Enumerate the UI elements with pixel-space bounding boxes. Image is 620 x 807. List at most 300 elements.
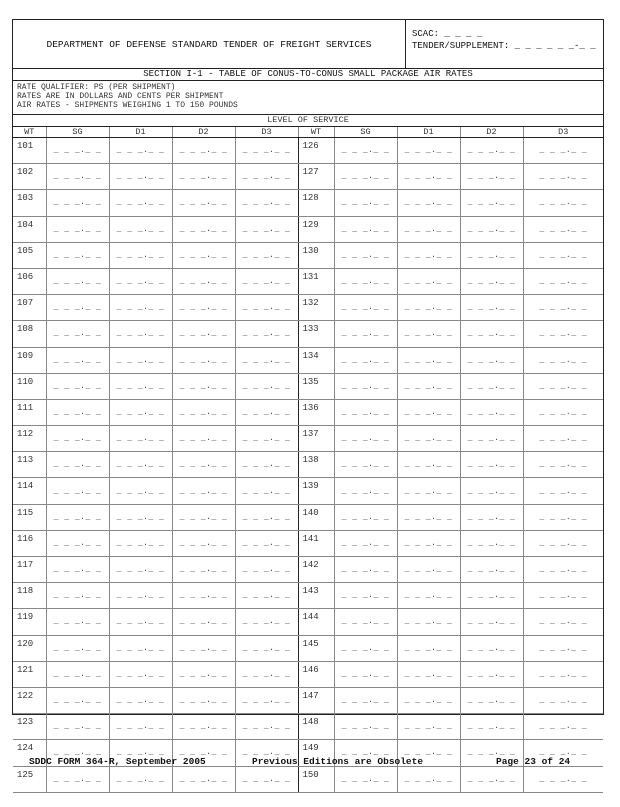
rate-cell[interactable] xyxy=(460,766,523,792)
rate-cell[interactable] xyxy=(109,426,172,452)
rate-cell[interactable] xyxy=(397,452,460,478)
rate-cell[interactable] xyxy=(172,347,235,373)
rate-cell[interactable] xyxy=(172,399,235,425)
rate-cell[interactable] xyxy=(460,635,523,661)
rate-placeholder: _ _ _._ _ xyxy=(539,355,588,365)
rate-placeholder: _ _ _._ _ xyxy=(53,774,102,784)
weight-cell: 148 xyxy=(298,714,334,740)
rate-cell[interactable] xyxy=(397,426,460,452)
rate-cell[interactable] xyxy=(46,164,109,190)
column-header-wt: WT xyxy=(13,127,46,138)
rate-placeholder: _ _ _._ _ xyxy=(242,565,291,575)
rate-placeholder: _ _ _._ _ xyxy=(467,146,516,156)
rate-cell[interactable] xyxy=(109,687,172,713)
rate-placeholder: _ _ _._ _ xyxy=(467,277,516,287)
rate-placeholder: _ _ _._ _ xyxy=(539,250,588,260)
rate-placeholder: _ _ _._ _ xyxy=(242,250,291,260)
rate-cell[interactable] xyxy=(46,609,109,635)
rate-cell[interactable] xyxy=(235,216,298,242)
rate-cell[interactable] xyxy=(109,452,172,478)
rate-cell[interactable] xyxy=(334,766,397,792)
weight-cell: 105 xyxy=(13,242,46,268)
rate-cell[interactable] xyxy=(172,766,235,792)
scac-field[interactable]: _ _ _ _ xyxy=(444,29,483,39)
rate-cell[interactable] xyxy=(460,687,523,713)
rate-cell[interactable] xyxy=(334,478,397,504)
rate-cell[interactable] xyxy=(334,635,397,661)
rate-placeholder: _ _ _._ _ xyxy=(53,722,102,732)
rate-placeholder: _ _ _._ _ xyxy=(341,486,390,496)
rate-placeholder: _ _ _._ _ xyxy=(242,277,291,287)
rate-placeholder: _ _ _._ _ xyxy=(179,617,228,627)
rate-cell[interactable] xyxy=(109,609,172,635)
rate-cell[interactable] xyxy=(523,216,603,242)
rate-placeholder: _ _ _._ _ xyxy=(179,224,228,234)
rate-cell[interactable] xyxy=(334,557,397,583)
rate-cell[interactable] xyxy=(172,609,235,635)
rate-cell[interactable] xyxy=(523,164,603,190)
rate-cell[interactable] xyxy=(109,714,172,740)
rate-placeholder: _ _ _._ _ xyxy=(242,355,291,365)
rate-placeholder: _ _ _._ _ xyxy=(404,617,453,627)
rate-cell[interactable] xyxy=(235,635,298,661)
rate-cell[interactable] xyxy=(235,242,298,268)
rate-placeholder: _ _ _._ _ xyxy=(539,303,588,313)
rate-cell[interactable] xyxy=(46,268,109,294)
rate-cell[interactable] xyxy=(334,504,397,530)
rate-cell[interactable] xyxy=(523,399,603,425)
rate-placeholder: _ _ _._ _ xyxy=(242,329,291,339)
rate-cell[interactable] xyxy=(46,295,109,321)
rate-cell[interactable] xyxy=(523,295,603,321)
rate-cell[interactable] xyxy=(523,609,603,635)
rate-placeholder: _ _ _._ _ xyxy=(242,696,291,706)
rate-cell[interactable] xyxy=(46,426,109,452)
rate-placeholder: _ _ _._ _ xyxy=(404,748,453,758)
rate-cell[interactable] xyxy=(523,714,603,740)
rate-placeholder: _ _ _._ _ xyxy=(404,643,453,653)
rate-placeholder: _ _ _._ _ xyxy=(53,617,102,627)
rate-cell[interactable] xyxy=(460,557,523,583)
rate-cell[interactable] xyxy=(46,321,109,347)
rate-cell[interactable] xyxy=(46,216,109,242)
rate-placeholder: _ _ _._ _ xyxy=(116,381,165,391)
rate-cell[interactable] xyxy=(460,661,523,687)
weight-cell: 124 xyxy=(13,740,46,766)
rate-cell[interactable] xyxy=(523,478,603,504)
rate-cell[interactable] xyxy=(46,714,109,740)
rate-placeholder: _ _ _._ _ xyxy=(179,486,228,496)
rate-placeholder: _ _ _._ _ xyxy=(116,329,165,339)
table-row xyxy=(13,661,603,687)
rate-cell[interactable] xyxy=(172,530,235,556)
rate-placeholder: _ _ _._ _ xyxy=(116,722,165,732)
rate-cell[interactable] xyxy=(523,321,603,347)
rate-cell[interactable] xyxy=(235,583,298,609)
rate-placeholder: _ _ _._ _ xyxy=(341,565,390,575)
rate-cell[interactable] xyxy=(235,504,298,530)
weight-cell: 121 xyxy=(13,661,46,687)
rate-placeholder: _ _ _._ _ xyxy=(467,617,516,627)
rate-cell[interactable] xyxy=(523,268,603,294)
rate-placeholder: _ _ _._ _ xyxy=(116,669,165,679)
rate-placeholder: _ _ _._ _ xyxy=(341,512,390,522)
weight-cell: 120 xyxy=(13,635,46,661)
rate-cell[interactable] xyxy=(460,216,523,242)
rate-cell[interactable] xyxy=(109,635,172,661)
rate-cell[interactable] xyxy=(334,452,397,478)
table-row xyxy=(13,687,603,713)
rate-cell[interactable] xyxy=(46,766,109,792)
rate-cell[interactable] xyxy=(172,321,235,347)
rate-cell[interactable] xyxy=(46,242,109,268)
rate-cell[interactable] xyxy=(460,373,523,399)
weight-cell: 112 xyxy=(13,426,46,452)
rate-placeholder: _ _ _._ _ xyxy=(116,748,165,758)
rate-cell[interactable] xyxy=(109,373,172,399)
rate-cell[interactable] xyxy=(172,714,235,740)
rate-cell[interactable] xyxy=(397,295,460,321)
rate-cell[interactable] xyxy=(334,242,397,268)
rate-cell[interactable] xyxy=(172,504,235,530)
rate-cell[interactable] xyxy=(523,661,603,687)
weight-cell: 150 xyxy=(298,766,334,792)
rate-cell[interactable] xyxy=(334,164,397,190)
rate-placeholder: _ _ _._ _ xyxy=(242,643,291,653)
rate-placeholder: _ _ _._ _ xyxy=(341,591,390,601)
rate-cell[interactable] xyxy=(334,399,397,425)
rate-placeholder: _ _ _._ _ xyxy=(53,172,102,182)
rate-cell[interactable] xyxy=(109,399,172,425)
rate-cell[interactable] xyxy=(109,216,172,242)
rate-cell[interactable] xyxy=(334,321,397,347)
rate-cell[interactable] xyxy=(334,295,397,321)
rate-cell[interactable] xyxy=(397,714,460,740)
rate-placeholder: _ _ _._ _ xyxy=(467,303,516,313)
rate-cell[interactable] xyxy=(109,242,172,268)
rate-cell[interactable] xyxy=(460,242,523,268)
rate-placeholder: _ _ _._ _ xyxy=(404,381,453,391)
rate-cell[interactable] xyxy=(46,452,109,478)
rate-cell[interactable] xyxy=(334,426,397,452)
rate-cell[interactable] xyxy=(172,635,235,661)
rate-placeholder: _ _ _._ _ xyxy=(341,617,390,627)
rate-cell[interactable] xyxy=(172,426,235,452)
rate-cell[interactable] xyxy=(109,190,172,216)
table-row xyxy=(13,426,603,452)
rate-cell[interactable] xyxy=(46,687,109,713)
rate-placeholder: _ _ _._ _ xyxy=(53,591,102,601)
rate-cell[interactable] xyxy=(334,661,397,687)
rate-cell[interactable] xyxy=(46,557,109,583)
weight-cell: 111 xyxy=(13,399,46,425)
rate-cell[interactable] xyxy=(523,138,603,164)
rate-placeholder: _ _ _._ _ xyxy=(116,407,165,417)
rate-cell[interactable] xyxy=(172,557,235,583)
rate-cell[interactable] xyxy=(397,687,460,713)
rate-cell[interactable] xyxy=(109,530,172,556)
table-row xyxy=(13,530,603,556)
rate-placeholder: _ _ _._ _ xyxy=(179,774,228,784)
rate-placeholder: _ _ _._ _ xyxy=(539,434,588,444)
rate-cell[interactable] xyxy=(397,557,460,583)
rate-cell[interactable] xyxy=(460,426,523,452)
rate-cell[interactable] xyxy=(397,373,460,399)
rate-cell[interactable] xyxy=(235,295,298,321)
rate-placeholder: _ _ _._ _ xyxy=(116,486,165,496)
rate-cell[interactable] xyxy=(397,242,460,268)
rate-cell[interactable] xyxy=(46,504,109,530)
weight-cell: 135 xyxy=(298,373,334,399)
rate-placeholder: _ _ _._ _ xyxy=(116,460,165,470)
rate-placeholder: _ _ _._ _ xyxy=(467,565,516,575)
rate-cell[interactable] xyxy=(334,268,397,294)
rate-placeholder: _ _ _._ _ xyxy=(467,748,516,758)
rate-cell[interactable] xyxy=(460,452,523,478)
rate-cell[interactable] xyxy=(334,347,397,373)
rate-cell[interactable] xyxy=(109,295,172,321)
rate-placeholder: _ _ _._ _ xyxy=(467,434,516,444)
rate-cell[interactable] xyxy=(46,661,109,687)
weight-cell: 129 xyxy=(298,216,334,242)
rate-cell[interactable] xyxy=(334,138,397,164)
rate-cell[interactable] xyxy=(523,530,603,556)
rate-cell[interactable] xyxy=(109,347,172,373)
rate-cell[interactable] xyxy=(460,399,523,425)
weight-cell: 146 xyxy=(298,661,334,687)
rate-cell[interactable] xyxy=(109,766,172,792)
rate-cell[interactable] xyxy=(109,661,172,687)
rate-cell[interactable] xyxy=(172,373,235,399)
rate-cell[interactable] xyxy=(397,321,460,347)
rate-placeholder: _ _ _._ _ xyxy=(179,460,228,470)
rate-cell[interactable] xyxy=(46,530,109,556)
rate-cell[interactable] xyxy=(460,164,523,190)
rate-placeholder: _ _ _._ _ xyxy=(467,538,516,548)
column-header-wt: WT xyxy=(298,127,334,138)
rate-cell[interactable] xyxy=(523,426,603,452)
rate-cell[interactable] xyxy=(334,530,397,556)
rate-cell[interactable] xyxy=(460,138,523,164)
rate-cell[interactable] xyxy=(397,268,460,294)
rate-cell[interactable] xyxy=(109,138,172,164)
rate-cell[interactable] xyxy=(172,268,235,294)
rate-cell[interactable] xyxy=(397,504,460,530)
rate-cell[interactable] xyxy=(46,635,109,661)
rate-cell[interactable] xyxy=(523,557,603,583)
rate-cell[interactable] xyxy=(235,190,298,216)
rate-placeholder: _ _ _._ _ xyxy=(539,617,588,627)
rate-cell[interactable] xyxy=(46,399,109,425)
rate-cell[interactable] xyxy=(523,583,603,609)
rate-cell[interactable] xyxy=(235,321,298,347)
rate-cell[interactable] xyxy=(172,138,235,164)
rate-cell[interactable] xyxy=(397,216,460,242)
rate-cell[interactable] xyxy=(172,164,235,190)
rate-cell[interactable] xyxy=(235,609,298,635)
rate-qualifier: RATE QUALIFIER: PS (PER SHIPMENT) xyxy=(17,83,176,92)
weight-cell: 130 xyxy=(298,242,334,268)
scac-label: SCAC: xyxy=(412,29,440,39)
weight-cell: 131 xyxy=(298,268,334,294)
rate-cell[interactable] xyxy=(334,687,397,713)
rate-cell[interactable] xyxy=(334,583,397,609)
column-header-d3: D3 xyxy=(523,127,603,138)
rate-cell[interactable] xyxy=(523,347,603,373)
rate-cell[interactable] xyxy=(46,138,109,164)
rate-cell[interactable] xyxy=(172,478,235,504)
rate-placeholder: _ _ _._ _ xyxy=(179,538,228,548)
rate-cell[interactable] xyxy=(235,138,298,164)
rate-cell[interactable] xyxy=(46,190,109,216)
rate-cell[interactable] xyxy=(397,190,460,216)
rate-cell[interactable] xyxy=(46,373,109,399)
rate-placeholder: _ _ _._ _ xyxy=(539,329,588,339)
rate-cell[interactable] xyxy=(397,635,460,661)
rate-cell[interactable] xyxy=(460,530,523,556)
rate-placeholder: _ _ _._ _ xyxy=(179,512,228,522)
rate-cell[interactable] xyxy=(460,268,523,294)
rate-placeholder: _ _ _._ _ xyxy=(341,146,390,156)
weight-cell: 147 xyxy=(298,687,334,713)
rate-cell[interactable] xyxy=(397,138,460,164)
table-row xyxy=(13,583,603,609)
rate-placeholder: _ _ _._ _ xyxy=(404,172,453,182)
rate-cell[interactable] xyxy=(334,216,397,242)
rate-placeholder: _ _ _._ _ xyxy=(53,224,102,234)
weight-cell: 103 xyxy=(13,190,46,216)
rate-cell[interactable] xyxy=(460,190,523,216)
rate-cell[interactable] xyxy=(46,347,109,373)
rate-cell[interactable] xyxy=(523,452,603,478)
rate-cell[interactable] xyxy=(397,766,460,792)
rate-cell[interactable] xyxy=(235,661,298,687)
rate-cell[interactable] xyxy=(172,190,235,216)
rate-placeholder: _ _ _._ _ xyxy=(242,774,291,784)
rate-placeholder: _ _ _._ _ xyxy=(467,355,516,365)
rate-cell[interactable] xyxy=(109,321,172,347)
rate-cell[interactable] xyxy=(397,399,460,425)
column-header-d1: D1 xyxy=(397,127,460,138)
rate-cell[interactable] xyxy=(235,714,298,740)
rate-cell[interactable] xyxy=(334,609,397,635)
rate-placeholder: _ _ _._ _ xyxy=(467,329,516,339)
rate-placeholder: _ _ _._ _ xyxy=(404,355,453,365)
rate-cell[interactable] xyxy=(109,583,172,609)
rate-placeholder: _ _ _._ _ xyxy=(341,381,390,391)
rate-cell[interactable] xyxy=(523,635,603,661)
rate-placeholder: _ _ _._ _ xyxy=(116,538,165,548)
rate-cell[interactable] xyxy=(172,583,235,609)
rate-cell[interactable] xyxy=(460,504,523,530)
rate-cell[interactable] xyxy=(523,504,603,530)
rate-cell[interactable] xyxy=(460,347,523,373)
rate-cell[interactable] xyxy=(334,714,397,740)
rate-cell[interactable] xyxy=(397,609,460,635)
rate-cell[interactable] xyxy=(397,164,460,190)
rate-placeholder: _ _ _._ _ xyxy=(53,198,102,208)
rate-cell[interactable] xyxy=(460,478,523,504)
rate-cell[interactable] xyxy=(172,452,235,478)
rate-cell[interactable] xyxy=(460,295,523,321)
rate-cell[interactable] xyxy=(172,295,235,321)
rate-cell[interactable] xyxy=(109,478,172,504)
rate-cell[interactable] xyxy=(334,373,397,399)
rate-cell[interactable] xyxy=(235,557,298,583)
rate-cell[interactable] xyxy=(460,321,523,347)
table-row xyxy=(13,242,603,268)
rate-placeholder: _ _ _._ _ xyxy=(179,381,228,391)
rate-cell[interactable] xyxy=(235,478,298,504)
rate-cell[interactable] xyxy=(235,399,298,425)
rate-cell[interactable] xyxy=(397,661,460,687)
rate-cell[interactable] xyxy=(523,242,603,268)
rate-cell[interactable] xyxy=(235,426,298,452)
rate-cell[interactable] xyxy=(172,687,235,713)
rate-placeholder: _ _ _._ _ xyxy=(53,748,102,758)
rate-cell[interactable] xyxy=(235,530,298,556)
rate-placeholder: _ _ _._ _ xyxy=(539,748,588,758)
rate-placeholder: _ _ _._ _ xyxy=(242,748,291,758)
rate-placeholder: _ _ _._ _ xyxy=(116,643,165,653)
rate-cell[interactable] xyxy=(523,687,603,713)
rate-cell[interactable] xyxy=(172,216,235,242)
rate-cell[interactable] xyxy=(235,687,298,713)
table-row xyxy=(13,295,603,321)
weight-cell: 136 xyxy=(298,399,334,425)
rate-cell[interactable] xyxy=(109,504,172,530)
rate-cell[interactable] xyxy=(109,268,172,294)
rate-cell[interactable] xyxy=(397,478,460,504)
rate-cell[interactable] xyxy=(460,714,523,740)
rate-placeholder: _ _ _._ _ xyxy=(341,355,390,365)
rate-table xyxy=(13,126,603,793)
rate-cell[interactable] xyxy=(235,268,298,294)
rate-cell[interactable] xyxy=(523,373,603,399)
rate-placeholder: _ _ _._ _ xyxy=(116,146,165,156)
tender-field[interactable]: _ _ _ _ _ _-_ _ xyxy=(514,41,596,51)
rate-cell[interactable] xyxy=(460,609,523,635)
rate-cell[interactable] xyxy=(235,164,298,190)
rate-cell[interactable] xyxy=(109,164,172,190)
rate-cell[interactable] xyxy=(397,530,460,556)
rate-placeholder: _ _ _._ _ xyxy=(467,172,516,182)
rate-cell[interactable] xyxy=(109,557,172,583)
rate-cell[interactable] xyxy=(172,242,235,268)
rate-placeholder: _ _ _._ _ xyxy=(404,669,453,679)
rate-cell[interactable] xyxy=(172,661,235,687)
rate-placeholder: _ _ _._ _ xyxy=(242,669,291,679)
rate-cell[interactable] xyxy=(523,190,603,216)
weight-cell: 104 xyxy=(13,216,46,242)
rate-cell[interactable] xyxy=(46,478,109,504)
rate-cell[interactable] xyxy=(460,583,523,609)
rate-cell[interactable] xyxy=(523,766,603,792)
rate-cell[interactable] xyxy=(46,583,109,609)
table-row xyxy=(13,268,603,294)
rate-cell[interactable] xyxy=(334,190,397,216)
rate-cell[interactable] xyxy=(235,452,298,478)
rate-cell[interactable] xyxy=(235,766,298,792)
rate-cell[interactable] xyxy=(397,347,460,373)
rate-placeholder: _ _ _._ _ xyxy=(404,407,453,417)
rate-cell[interactable] xyxy=(235,373,298,399)
page-number: Page 23 of 24 xyxy=(496,756,571,767)
rate-placeholder: _ _ _._ _ xyxy=(242,172,291,182)
rate-cell[interactable] xyxy=(235,347,298,373)
rate-placeholder: _ _ _._ _ xyxy=(539,722,588,732)
rate-cell[interactable] xyxy=(397,583,460,609)
